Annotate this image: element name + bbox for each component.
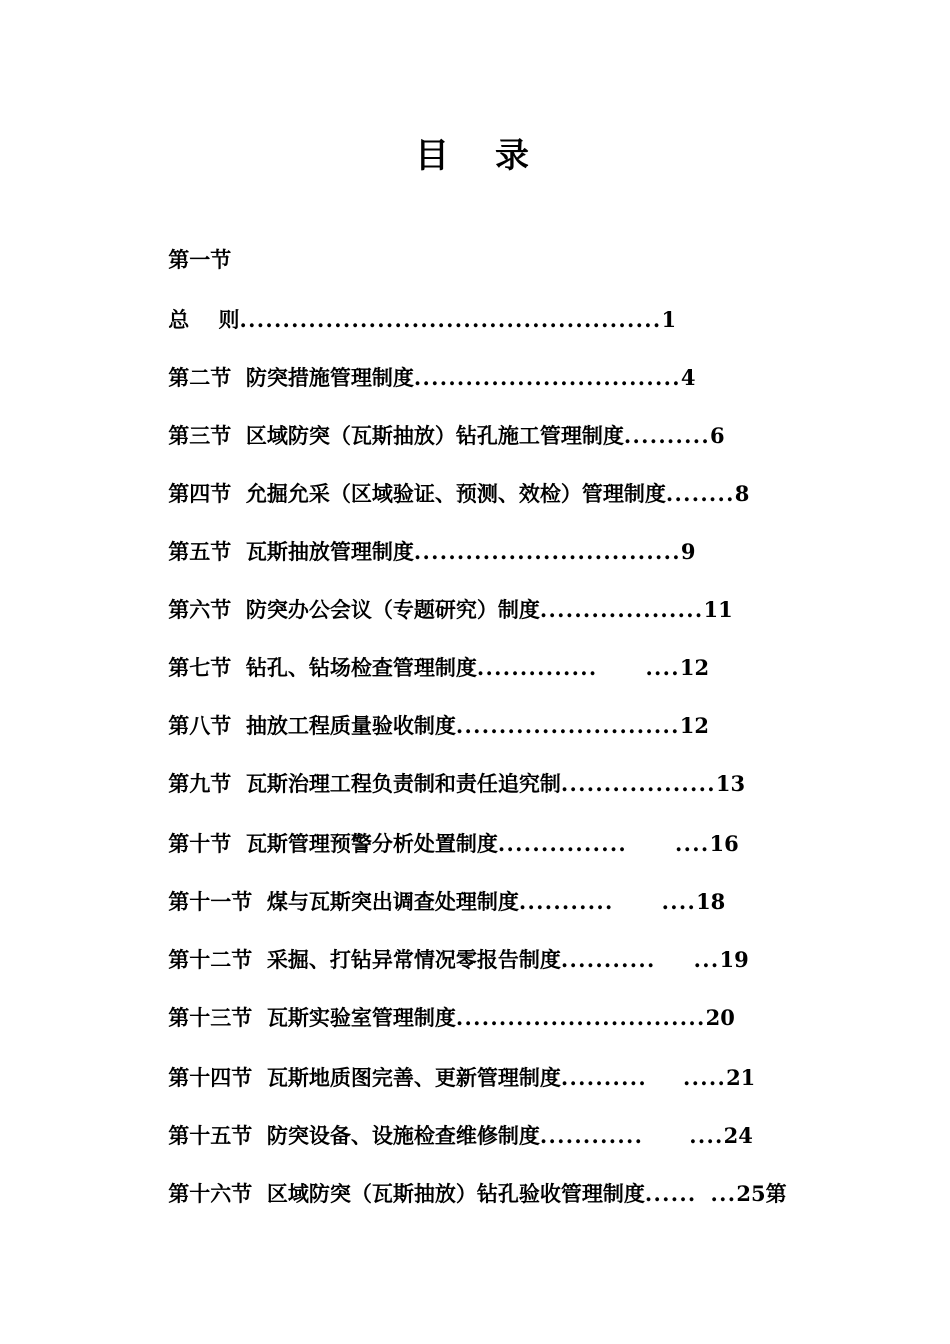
toc-entry-leader-tail: .... (661, 889, 697, 914)
toc-entry-text: 第一节 (168, 247, 232, 272)
toc-entry-leader: ...... (644, 1181, 697, 1206)
toc-entry-page: 20 (705, 1005, 735, 1030)
toc-entry-page: 24 (723, 1123, 753, 1148)
toc-entry-page: 16 (709, 831, 739, 856)
toc-entry-page: 1 (661, 307, 677, 332)
toc-entry-text: 第四节 允掘允采（区域验证、预测、效检）管理制度 (168, 481, 666, 506)
toc-entry-text: 第十一节 煤与瓦斯突出调查处理制度 (168, 889, 519, 914)
toc-entry-text: 第十五节 防突设备、设施检查维修制度 (168, 1123, 540, 1148)
toc-entry-leader: ................... (539, 597, 704, 622)
toc-entry-text: 第九节 瓦斯治理工程负责制和责任追究制 (168, 771, 561, 796)
toc-entry-leader: ............................. (455, 1005, 706, 1030)
toc-entry-text: 第八节 抽放工程质量验收制度 (168, 713, 456, 738)
toc-entry-text: 第十六节 区域防突（瓦斯抽放）钻孔验收管理制度 (168, 1181, 645, 1206)
toc-entry-page: 11 (703, 597, 733, 622)
toc-entry-leader: ............................... (413, 539, 681, 564)
toc-entry-text: 总 则 (168, 307, 240, 332)
page-title (0, 128, 950, 177)
toc-entry-text: 第三节 区域防突（瓦斯抽放）钻孔施工管理制度 (168, 423, 624, 448)
toc-entry-page: 25第 (736, 1181, 787, 1206)
toc-entry-page: 21 (726, 1065, 756, 1090)
toc-entry-leader: ........... (518, 889, 614, 914)
toc-entry-leader: ............................... (413, 365, 681, 390)
toc-entry-text: 第六节 防突办公会议（专题研究）制度 (168, 597, 540, 622)
toc-entry-text: 第十三节 瓦斯实验室管理制度 (168, 1005, 456, 1030)
toc-entry-text: 第五节 瓦斯抽放管理制度 (168, 539, 414, 564)
toc-entry-leader: .......................... (455, 713, 680, 738)
toc-entry-leader-tail: ..... (683, 1065, 727, 1090)
toc-entry-leader: ................................................. (239, 307, 662, 332)
toc-entry-page: 19 (719, 947, 749, 972)
toc-entry[interactable] (139, 1149, 787, 1239)
toc-entry-page: 12 (679, 713, 709, 738)
toc-entry-page: 6 (710, 423, 725, 448)
toc-entry-page: 13 (715, 771, 746, 796)
toc-entry-leader: ............ (539, 1123, 644, 1148)
toc-entry-leader: .............. (476, 655, 598, 680)
toc-entry-leader: .......... (560, 1065, 647, 1090)
toc-entry-text: 第十节 瓦斯管理预警分析处置制度 (168, 831, 498, 856)
toc-entry-page: 4 (680, 365, 696, 390)
toc-entry-text: 第二节 防突措施管理制度 (168, 365, 414, 390)
title-char-2: 录 (495, 136, 535, 176)
toc-entry-page: 8 (734, 481, 750, 506)
toc-entry-leader-tail: .... (675, 831, 710, 856)
toc-entry-text: 第七节 钻孔、钻场检查管理制度 (168, 655, 477, 680)
toc-entry-leader: ........... (560, 947, 656, 972)
toc-entry-text: 第十四节 瓦斯地质图完善、更新管理制度 (168, 1065, 561, 1090)
toc-entry-leader-tail: .... (645, 655, 680, 680)
toc-entry-page: 18 (696, 889, 726, 914)
toc-entry-leader: .................. (560, 771, 716, 796)
toc-entry-leader-tail: ... (693, 947, 720, 972)
toc-entry-leader: ........ (665, 481, 735, 506)
toc-entry-leader-tail: .... (689, 1123, 724, 1148)
toc-entry-leader: .......... (623, 423, 710, 448)
toc-entry-text: 第十二节 采掘、打钻异常情况零报告制度 (168, 947, 561, 972)
toc-entry-page: 12 (679, 655, 710, 680)
title-char-1: 目 (415, 136, 455, 176)
toc-entry-leader-tail: ... (710, 1181, 737, 1206)
toc-entry-leader: ............... (497, 831, 628, 856)
toc-entry-page: 9 (680, 539, 696, 564)
